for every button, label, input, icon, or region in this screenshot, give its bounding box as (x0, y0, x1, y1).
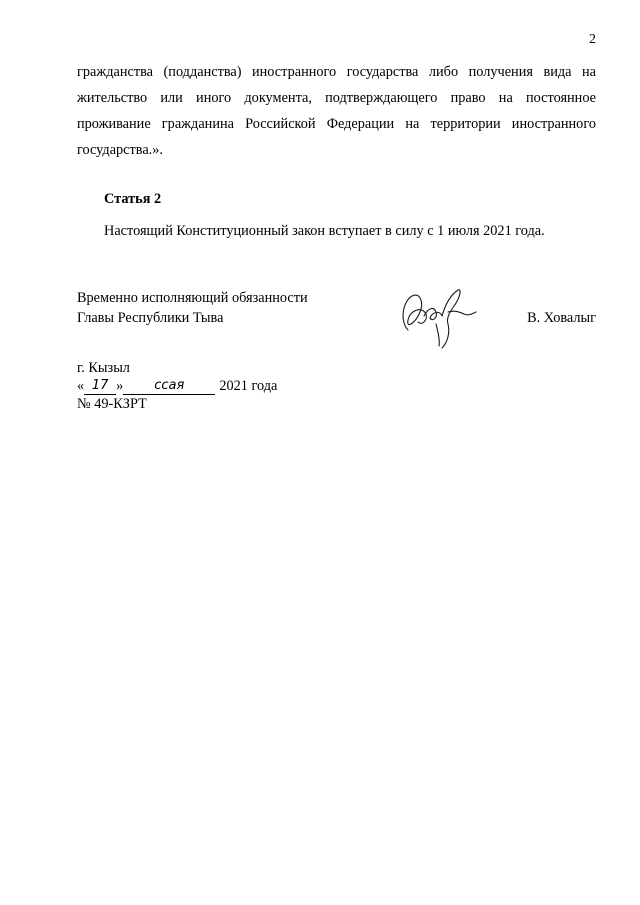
date-year: 2021 года (219, 378, 278, 394)
date-line (77, 377, 277, 395)
signatory-name: В. Ховалыг (527, 310, 596, 326)
place-date-block (77, 359, 277, 413)
date-month: ссая (123, 378, 215, 395)
signatory-title (77, 288, 308, 328)
article-text: Настоящий Конституционный закон вступает в силу с 1 июля 2021 года. (104, 223, 545, 239)
close-quote: » (116, 378, 124, 394)
law-number: № 49-КЗРТ (77, 396, 147, 412)
body-paragraph-continuation: гражданства (подданства) иностранного государства либо получения вида на жительство или иного документа, подтверждающего право на постоянное проживание гражданина Российской Федерации на территории иностранного государства.». (77, 64, 596, 158)
handwritten-signature (392, 272, 482, 352)
article-heading: Статья 2 (104, 191, 162, 207)
signatory-title-line-2: Главы Республики Тыва (77, 310, 224, 326)
signatory-title-line-1: Временно исполняющий обязанности (77, 290, 308, 306)
page-number: 2 (589, 32, 596, 47)
city-line: г. Кызыл (77, 360, 130, 376)
date-day: 17 (84, 378, 116, 395)
open-quote: « (77, 378, 85, 394)
